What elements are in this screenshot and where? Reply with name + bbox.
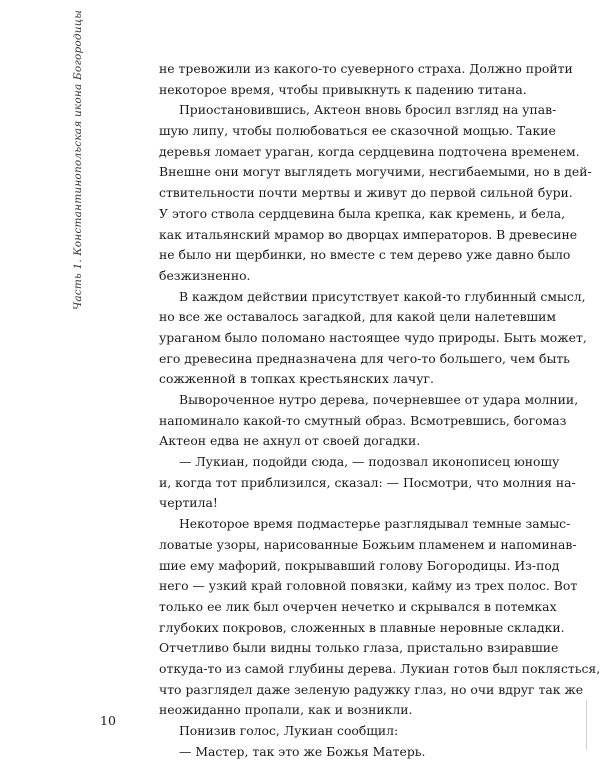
text-line: неожиданно пропали, как и возникли. — [159, 702, 413, 718]
text-line: не тревожили из какого-то суеверного страха. Должно пройти — [159, 61, 573, 76]
text-line: деревья ломает ураган, когда сердцевина подточена временем. — [159, 143, 580, 159]
text-line: Некоторое время подмастерье разглядывал темные замыс- — [179, 516, 571, 532]
text-line: как итальянский мрамор во дворцах императоров. В древесине — [159, 226, 578, 242]
text-line: — Лукиан, подойди сюда, — подозвал иконописец юношу — [179, 454, 560, 470]
text-line: — Мастер, так это же Божья Матерь. — [179, 743, 426, 759]
text-line: ловатые узоры, нарисованные Божьим пламенем и напоминав- — [159, 536, 577, 552]
text-line: не было ни щербинки, но вместе с тем дерево уже давно было — [159, 247, 571, 263]
page-edge-mark — [586, 700, 587, 750]
text-line: Приостановившись, Актеон вновь бросил взгляд на упав- — [179, 102, 557, 118]
running-head: Часть 1. Константинопольская икона Богородицы — [72, 9, 84, 310]
text-line: глубоких покровов, сложенных в плавные неровные складки. — [159, 619, 565, 635]
page-number: 10 — [100, 713, 116, 728]
text-line: но все же оставалось загадкой, для какой цели налетевшим — [159, 309, 557, 325]
text-line: безжизненно. — [159, 267, 251, 283]
text-line: Отчетливо были видны только глаза, пристально взиравшие — [159, 640, 559, 656]
text-line: Вывороченное нутро дерева, почерневшее от удара молнии, — [179, 392, 579, 407]
text-line: Внешне они могут выглядеть могучими, несгибаемыми, но в дей- — [159, 164, 592, 180]
text-line: шую липу, чтобы полюбоваться ее сказочной мощью. Такие — [159, 123, 556, 139]
text-line: его древесина предназначена для чего-то большего, чем быть — [159, 350, 570, 366]
text-line: У этого ствола сердцевина была крепка, как кремень, и бела, — [159, 205, 566, 221]
text-line: откуда-то из самой глубины дерева. Лукиан готов был поклясться, — [159, 660, 600, 676]
text-line: напоминало какой-то смутный образ. Всмотревшись, богомаз — [159, 412, 567, 428]
text-line: шие ему мафорий, покрывавший голову Богородицы. Из-под — [159, 557, 560, 573]
text-line: В каждом действии присутствует какой-то глубинный смысл, — [179, 288, 586, 304]
text-line: него — узкий край головной повязки, кайму из трех полос. Вот — [159, 578, 578, 594]
text-line: Понизив голос, Лукиан сообщил: — [179, 723, 399, 738]
text-line: что разглядел даже зеленую радужку глаз, но очи вдруг так же — [159, 681, 584, 697]
text-line: чертила! — [159, 495, 218, 511]
text-line: и, когда тот приблизился, сказал: — Посмотри, что молния на- — [159, 474, 576, 490]
text-line: ствительности почти мертвы и живут до первой сильной бури. — [159, 185, 573, 201]
text-line: только ее лик был очерчен нечетко и скрывался в потемках — [159, 598, 557, 614]
text-line: сожженной в топках крестьянских лачуг. — [159, 371, 434, 387]
text-line: Актеон едва не ахнул от своей догадки. — [159, 433, 421, 449]
text-line: некоторое время, чтобы привыкнуть к падению титана. — [159, 81, 527, 97]
text-line: ураганом было поломано настоящее чудо природы. Быть может, — [159, 329, 587, 345]
body-text — [159, 59, 600, 762]
